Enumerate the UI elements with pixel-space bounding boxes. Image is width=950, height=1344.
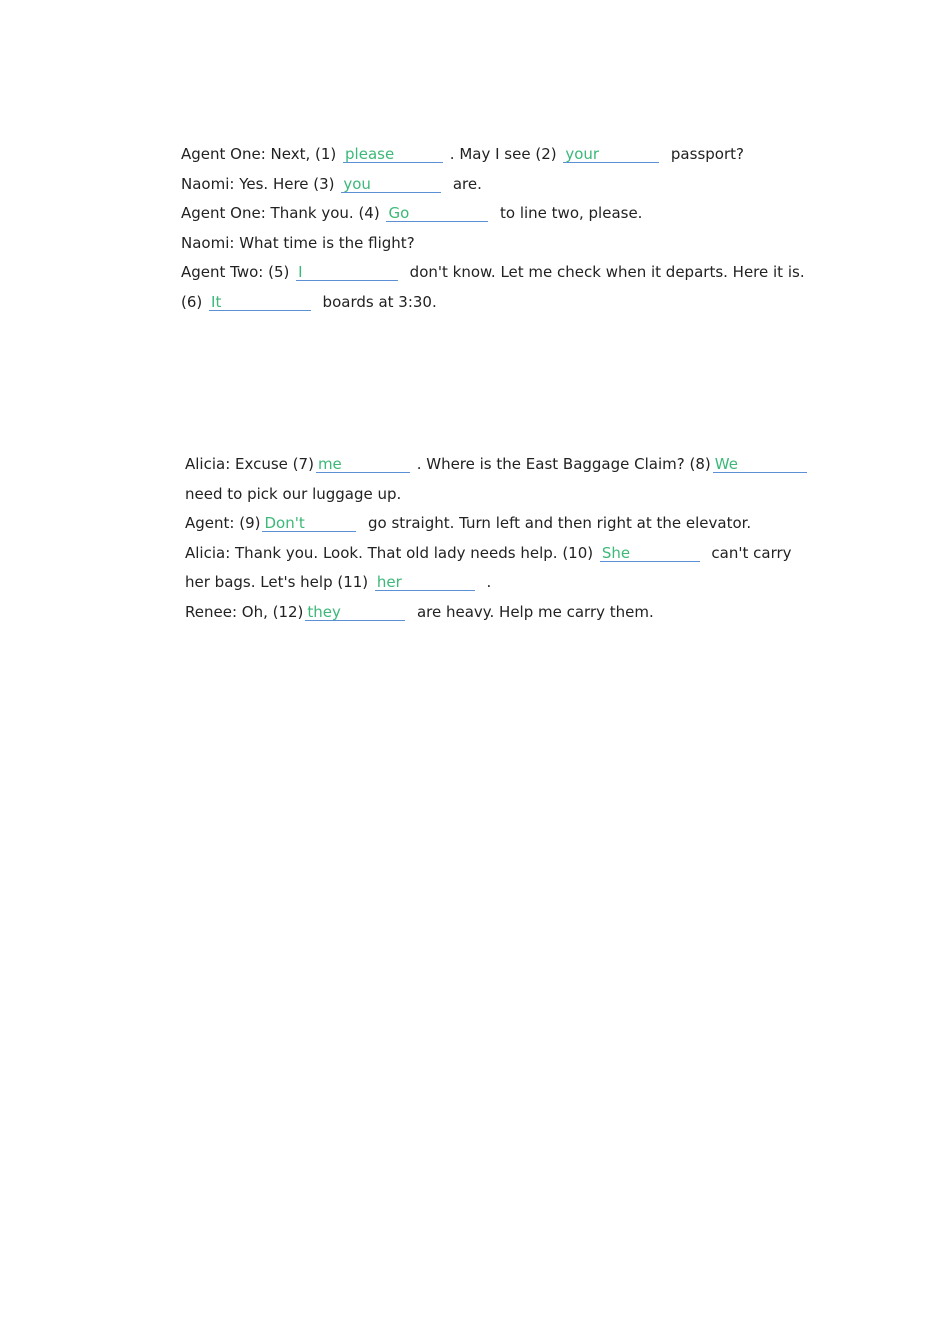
answer-blank-8[interactable]: We [713,455,807,473]
dialogue-line [185,481,875,511]
line-text: (6) [181,292,208,311]
answer-blank-4[interactable]: Go [386,204,488,222]
line-text: Agent One: Next, (1) [181,145,342,163]
dialogue-line [181,171,871,201]
answer-blank-11[interactable]: her [375,573,475,591]
line-text: passport? [661,145,744,163]
line-text: Agent: (9) [185,514,261,532]
line-text: . [476,573,492,591]
line-text: . May I see (2) [445,145,562,163]
answer-blank-5[interactable]: I [296,263,398,281]
line-text: need to pick our luggage up. [185,484,402,503]
answer-blank-10[interactable]: She [600,544,700,562]
line-text: Agent One: Thank you. (4) [181,204,385,222]
dialogue-section-2 [185,451,875,628]
dialogue-line [185,540,875,570]
line-text: to line two, please. [490,204,643,222]
answer-blank-6[interactable]: It [209,293,311,311]
dialogue-line [181,259,871,289]
answer-blank-1[interactable]: please [343,145,443,163]
dialogue-line [181,200,871,230]
answer-blank-3[interactable]: you [341,175,441,193]
dialogue-line [181,289,871,319]
line-text: Alicia: Thank you. Look. That old lady needs help. (10) [185,543,598,562]
line-text: can't carry [701,543,792,562]
answer-blank-12[interactable]: they [305,603,405,621]
line-text: don't know. Let me check when it departs. Here it is. [400,263,805,281]
line-text: Agent Two: (5) [181,263,295,281]
line-text: Naomi: What time is the flight? [181,233,415,252]
dialogue-line [185,451,875,481]
dialogue-section-1 [181,141,871,318]
line-text: her bags. Let's help (11) [185,573,373,591]
dialogue-line [185,510,875,540]
line-text: are. [443,174,482,193]
answer-blank-7[interactable]: me [316,455,410,473]
line-text: Renee: Oh, (12) [185,602,304,621]
line-text: Alicia: Excuse (7) [185,455,314,473]
dialogue-line [185,569,875,599]
line-text: . Where is the East Baggage Claim? (8) [411,455,711,473]
answer-blank-2[interactable]: your [563,145,659,163]
line-text: boards at 3:30. [313,292,437,311]
dialogue-line [185,599,875,629]
answer-blank-9[interactable]: Don't [262,514,356,532]
line-text: Naomi: Yes. Here (3) [181,174,340,193]
dialogue-line [181,141,871,171]
line-text: are heavy. Help me carry them. [407,602,654,621]
dialogue-line [181,230,871,260]
line-text: go straight. Turn left and then right at the elevator. [358,514,752,532]
